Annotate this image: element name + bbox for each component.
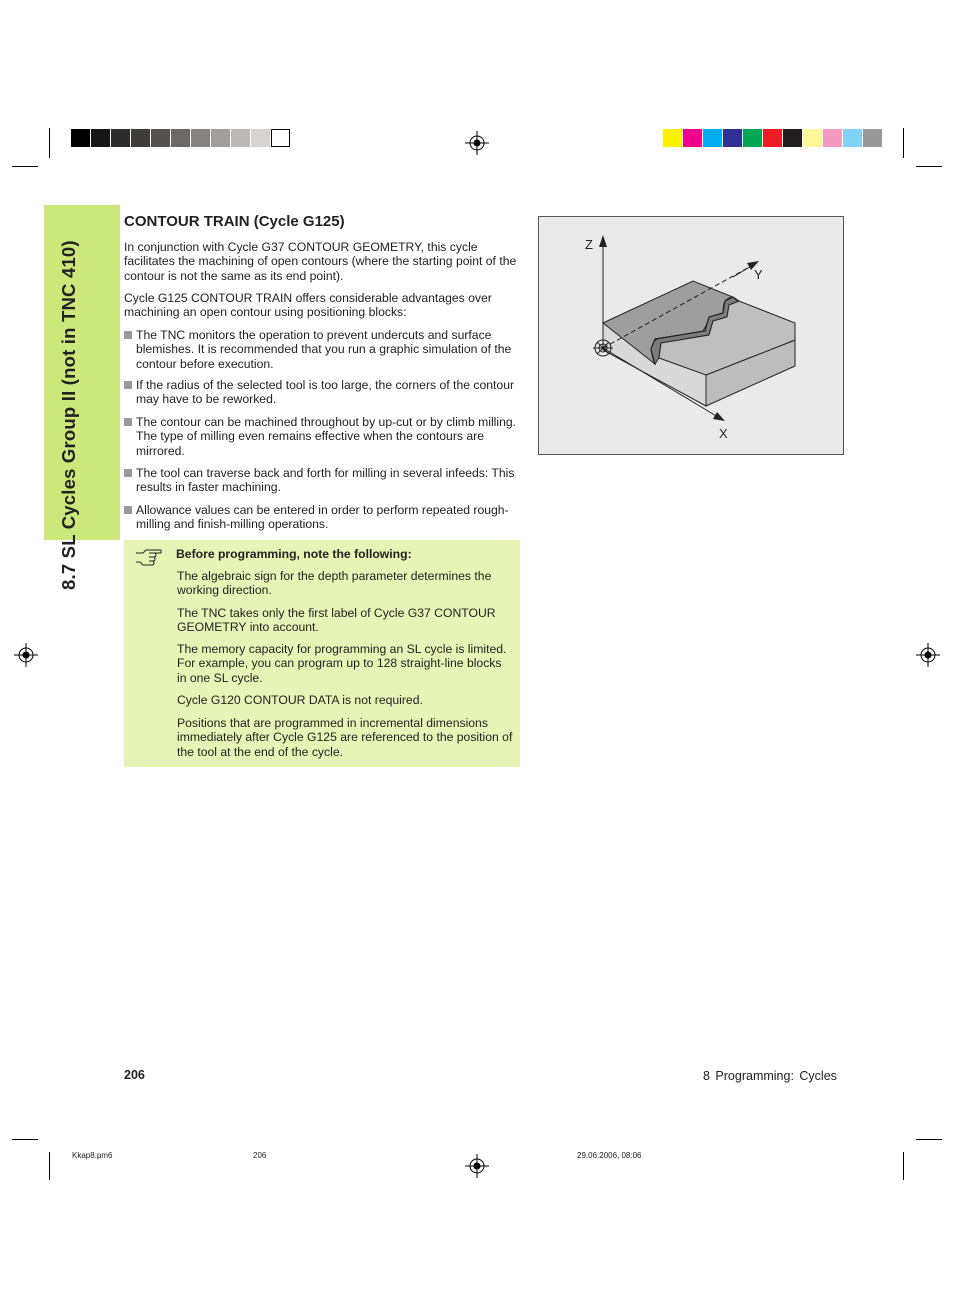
axis-y-label: Y: [754, 267, 763, 282]
bullet-square-icon: [124, 506, 132, 514]
note-paragraph: The TNC takes only the first label of Cycle G37 CONTOUR GEOMETRY into account.: [177, 606, 496, 635]
registration-mark-icon: [916, 643, 940, 667]
print-date: 29.06.2006, 08:06: [577, 1151, 642, 1160]
color-swatch: [823, 129, 842, 147]
color-swatch: [211, 129, 230, 147]
note-paragraph: Cycle G120 CONTOUR DATA is not required.: [177, 693, 423, 707]
note-paragraph: The memory capacity for programming an SL cycle is limited. For example, you can program up to 128 straight-line blocks in one SL cycle.: [177, 642, 507, 685]
bullet-text: If the radius of the selected tool is too large, the corners of the contour may have to be reworked.: [136, 378, 515, 407]
chapter-tab: [44, 205, 120, 540]
crop-mark: [49, 1152, 50, 1180]
color-swatch: [91, 129, 110, 147]
color-swatch: [71, 129, 90, 147]
color-swatch: [703, 129, 722, 147]
crop-mark: [916, 1139, 942, 1140]
print-file-name: Kkap8.pm6: [72, 1151, 113, 1160]
color-swatch: [191, 129, 210, 147]
crop-mark: [916, 166, 942, 167]
axis-z-label: Z: [585, 237, 593, 252]
note-paragraph: The algebraic sign for the depth parameter determines the working direction.: [177, 569, 492, 598]
registration-mark-icon: [14, 643, 38, 667]
bullet-text: The contour can be machined throughout by up-cut or by climb milling. The type of milling even remains effective when the contours are mirrored.: [136, 415, 517, 458]
advantages-paragraph: Cycle G125 CONTOUR TRAIN offers considerable advantages over machining an open contour using positioning blocks:: [124, 291, 492, 320]
print-page-number: 206: [253, 1151, 267, 1160]
contour-train-figure: [538, 216, 844, 455]
color-swatch: [131, 129, 150, 147]
registration-mark-icon: [465, 1154, 489, 1178]
crop-mark: [49, 128, 50, 158]
color-swatch: [111, 129, 130, 147]
color-swatch: [723, 129, 742, 147]
crop-mark: [12, 1139, 38, 1140]
chapter-footer: 8 Programming: Cycles: [703, 1069, 837, 1083]
bullet-text: The TNC monitors the operation to prevent undercuts and surface blemishes. It is recommended that you run a graphic simulation of the contour before execution.: [136, 328, 512, 371]
crop-mark: [903, 128, 904, 158]
note-paragraph: Positions that are programmed in incremental dimensions immediately after Cycle G125 are referenced to the position of the tool at the end of the cycle.: [177, 716, 513, 759]
bullet-square-icon: [124, 418, 132, 426]
color-swatch: [683, 129, 702, 147]
color-swatch: [151, 129, 170, 147]
note-heading: Before programming, note the following:: [176, 547, 412, 561]
note-box: [124, 540, 520, 767]
registration-mark-icon: [465, 131, 489, 155]
color-swatch: [863, 129, 882, 147]
color-swatch: [743, 129, 762, 147]
bullet-text: Allowance values can be entered in order to perform repeated rough-milling and finish-milling operations.: [136, 503, 509, 532]
color-swatch: [251, 129, 270, 147]
bullet-square-icon: [124, 331, 132, 339]
bullet-square-icon: [124, 469, 132, 477]
bullet-square-icon: [124, 381, 132, 389]
chapter-tab-label: 8.7 SL Cycles Group II (not in TNC 410): [58, 240, 79, 590]
color-swatch: [231, 129, 250, 147]
pointing-hand-icon: [135, 548, 163, 566]
intro-paragraph: In conjunction with Cycle G37 CONTOUR GEOMETRY, this cycle facilitates the machining of open contours (where the starting point of the contour is not the same as its end point).: [124, 240, 517, 283]
color-swatch: [663, 129, 682, 147]
color-swatch: [763, 129, 782, 147]
crop-mark: [903, 1152, 904, 1180]
color-swatch: [271, 129, 290, 147]
page-number: 206: [124, 1068, 145, 1082]
color-swatch: [843, 129, 862, 147]
crop-mark: [12, 166, 38, 167]
color-swatch: [803, 129, 822, 147]
section-title: CONTOUR TRAIN (Cycle G125): [124, 213, 345, 230]
workpiece-illustration: [539, 217, 843, 454]
color-swatch: [171, 129, 190, 147]
bullet-text: The tool can traverse back and forth for milling in several infeeds: This results in faster machining.: [136, 466, 515, 495]
axis-x-label: X: [719, 426, 728, 441]
color-swatch: [783, 129, 802, 147]
